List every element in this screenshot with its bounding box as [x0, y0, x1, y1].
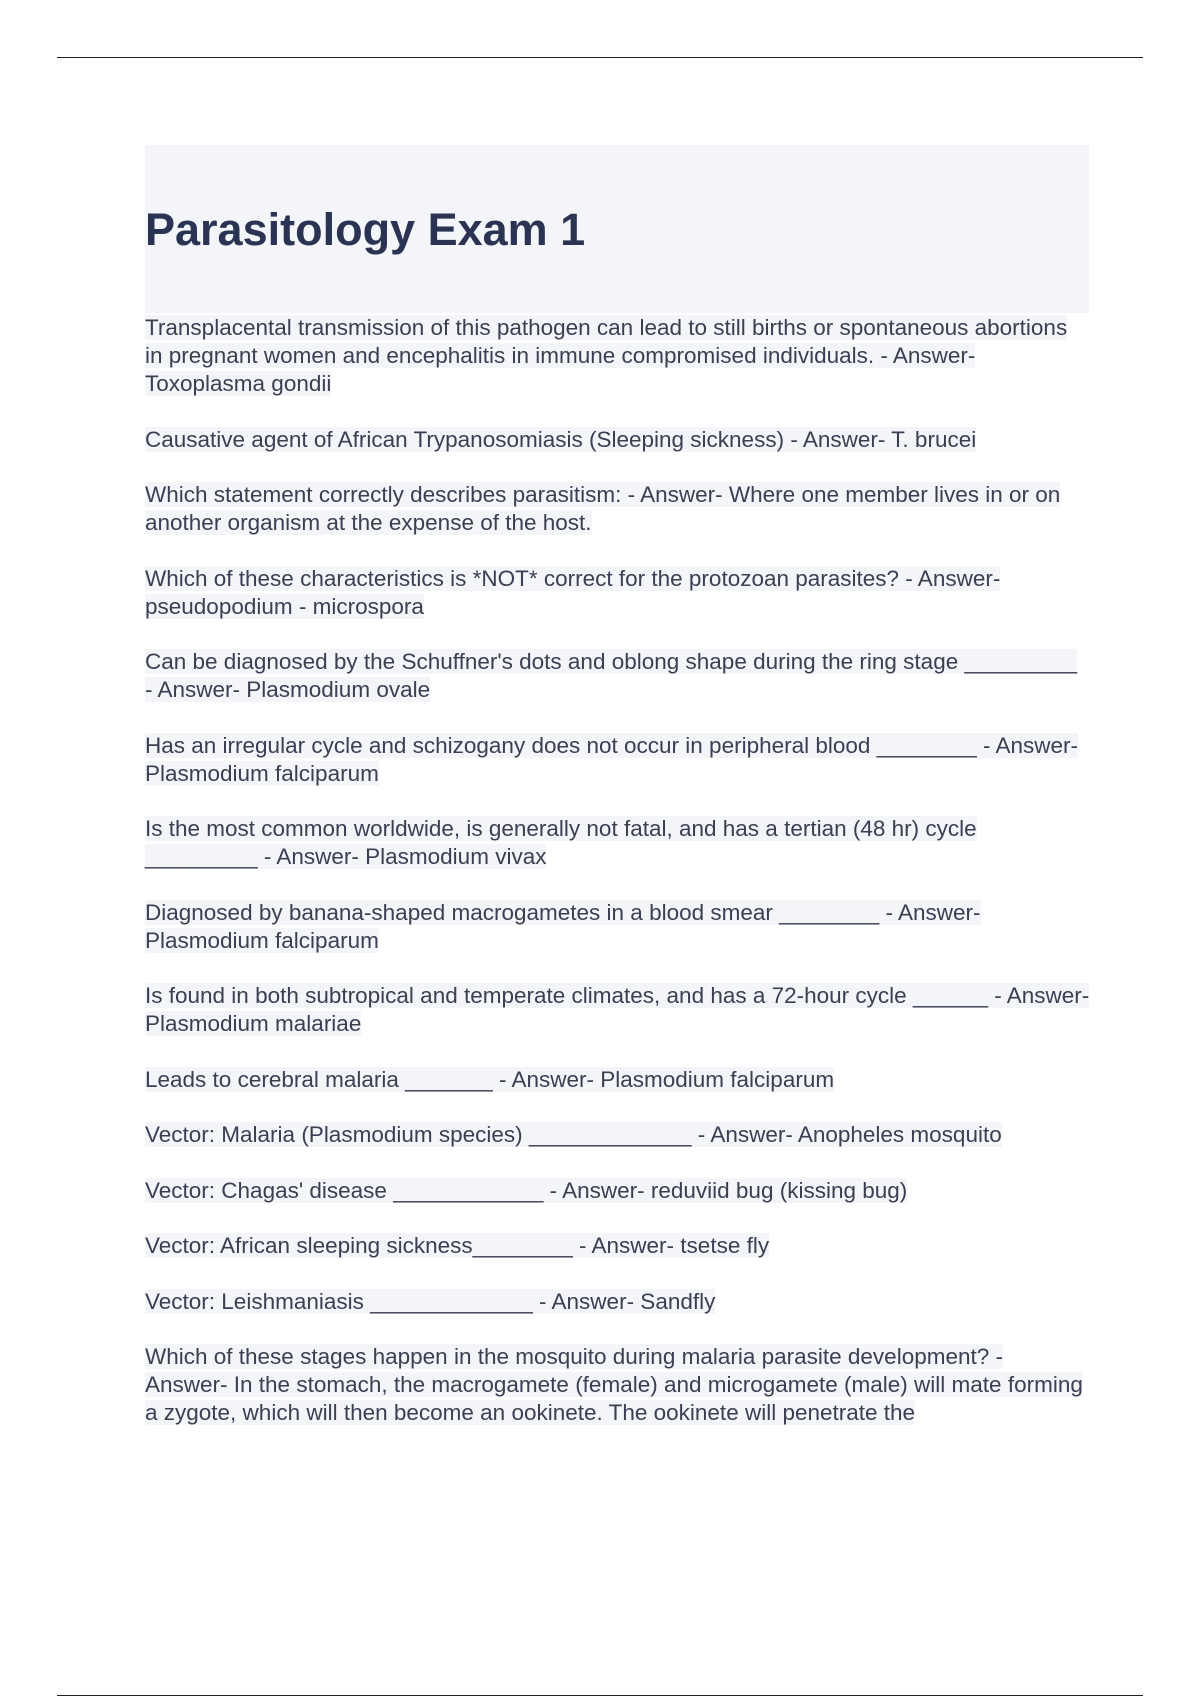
qa-text: Causative agent of African Trypanosomiasis (Sleeping sickness) - Answer- T. brucei [145, 426, 977, 452]
qa-text: Which statement correctly describes parasitism: - Answer- Where one member lives in or on another organism at the expense of the host. [145, 482, 1061, 535]
top-rule [57, 57, 1143, 58]
qa-item [145, 481, 1090, 537]
qa-item [145, 1177, 1090, 1205]
qa-text: Can be diagnosed by the Schuffner's dots and oblong shape during the ring stage _________ - Answer- Plasmodium ovale [145, 649, 1078, 702]
bottom-rule [57, 1695, 1143, 1696]
qa-item [145, 732, 1090, 788]
qa-text: Vector: Chagas' disease ____________ - Answer- reduviid bug (kissing bug) [145, 1177, 908, 1203]
qa-list [145, 314, 1090, 1455]
qa-text: Vector: Malaria (Plasmodium species) _____________ - Answer- Anopheles mosquito [145, 1122, 1002, 1147]
qa-item [145, 1343, 1090, 1427]
qa-item [145, 648, 1090, 704]
qa-item [145, 1121, 1090, 1149]
qa-text: Is found in both subtropical and temperate climates, and has a 72-hour cycle ______ - Answer- Plasmodium malariae [145, 983, 1090, 1036]
qa-item [145, 1066, 1090, 1094]
qa-item [145, 565, 1090, 621]
qa-item [145, 426, 1090, 454]
qa-text: Which of these characteristics is *NOT* correct for the protozoan parasites? - Answer- pseudopodium - microspora [145, 565, 1001, 619]
qa-text: Transplacental transmission of this pathogen can lead to still births or spontaneous abortions in pregnant women and encephalitis in immune compromised individuals. - Answer- Toxoplasma gondii [145, 315, 1068, 396]
qa-text: Diagnosed by banana-shaped macrogametes in a blood smear ________ - Answer- Plasmodium falciparum [145, 899, 981, 953]
qa-item [145, 982, 1090, 1038]
qa-item [145, 1232, 1090, 1260]
qa-text: Has an irregular cycle and schizogany does not occur in peripheral blood ________ - Answer- Plasmodium falciparum [145, 732, 1079, 786]
qa-text: Vector: Leishmaniasis _____________ - Answer- Sandfly [145, 1288, 716, 1314]
qa-item [145, 899, 1090, 955]
qa-item [145, 314, 1090, 398]
qa-item [145, 1288, 1090, 1316]
qa-text: Vector: African sleeping sickness________ - Answer- tsetse fly [145, 1233, 770, 1258]
qa-text: Is the most common worldwide, is generally not fatal, and has a tertian (48 hr) cycle _________ - Answer- Plasmodium vivax [145, 816, 977, 869]
qa-item [145, 815, 1090, 871]
qa-text: Which of these stages happen in the mosquito during malaria parasite development? - Answer- In the stomach, the macrogamete (female) and microgamete (male) will mate forming a zygote, which will then become an ookinete. The ookinete will penetrate the [145, 1344, 1083, 1425]
qa-text: Leads to cerebral malaria _______ - Answer- Plasmodium falciparum [145, 1066, 835, 1092]
page-title: Parasitology Exam 1 [145, 204, 586, 255]
